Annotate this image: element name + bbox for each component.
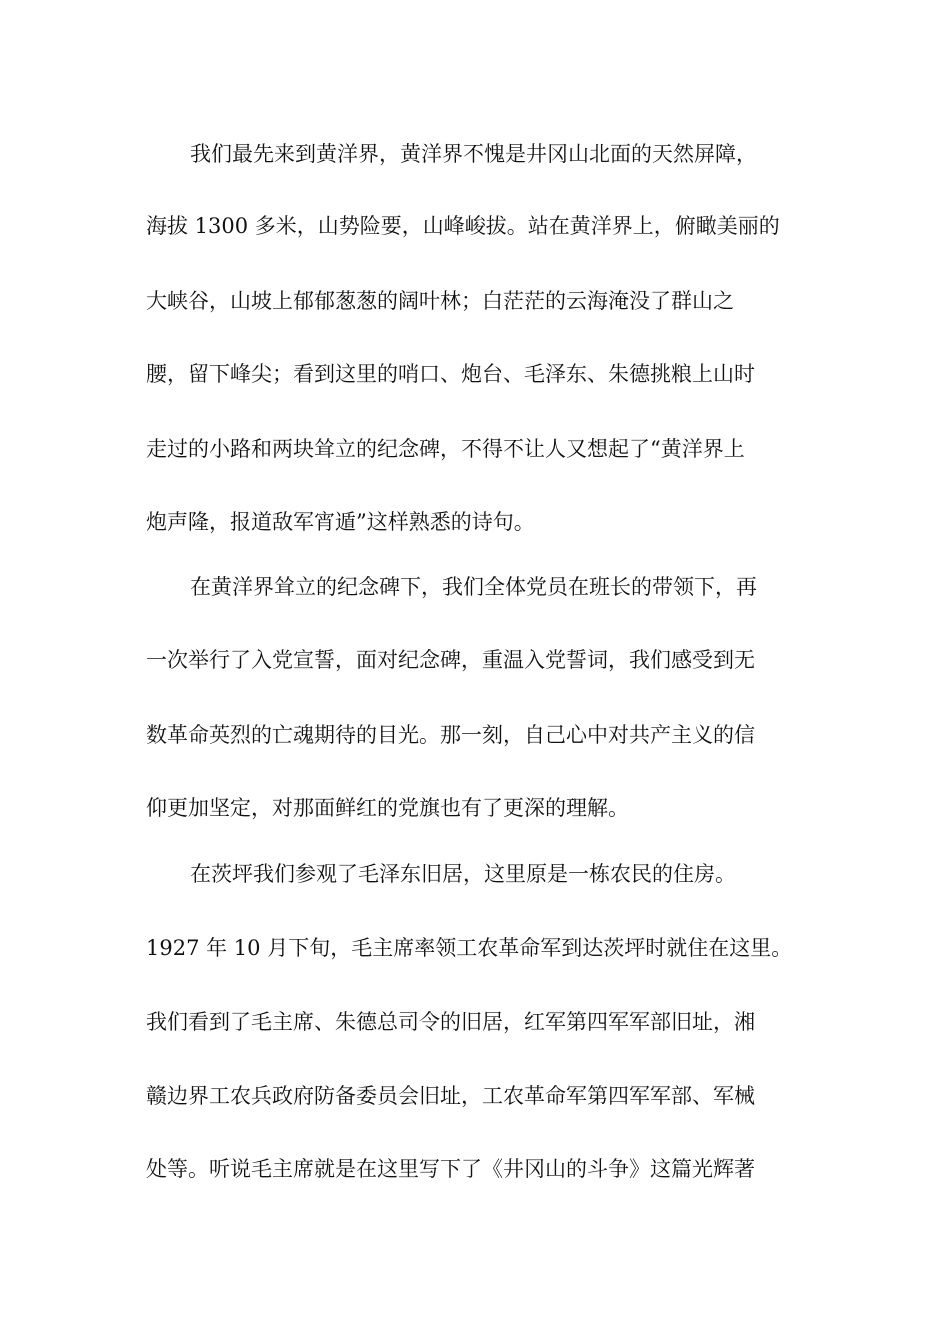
- paragraph-2-line-1: 在黄洋界耸立的纪念碑下，我们全体党员在班长的带领下，再: [190, 575, 757, 599]
- paragraph-3-line-4: 赣边界工农兵政府防备委员会旧址，工农革命军第四军军部、军械: [146, 1084, 755, 1108]
- paragraph-2-line-4: 仰更加坚定，对那面鲜红的党旗也有了更深的理解。: [146, 796, 629, 820]
- paragraph-1-line-6: 炮声隆，报道敌军宵遁”这样熟悉的诗句。: [146, 510, 535, 534]
- paragraph-3-line-1: 在茨坪我们参观了毛泽东旧居，这里原是一栋农民的住房。: [190, 862, 736, 886]
- paragraph-1-line-5: 走过的小路和两块耸立的纪念碑，不得不让人又想起了“黄洋界上: [146, 437, 745, 461]
- paragraph-1-line-4: 腰，留下峰尖；看到这里的哨口、炮台、毛泽东、朱德挑粮上山时: [146, 362, 755, 386]
- paragraph-2-line-3: 数革命英烈的亡魂期待的目光。那一刻，自己心中对共产主义的信: [146, 723, 755, 747]
- paragraph-3-line-3: 我们看到了毛主席、朱德总司令的旧居，红军第四军军部旧址，湘: [146, 1010, 755, 1034]
- paragraph-3-line-2: 1927 年 10 月下旬，毛主席率领工农革命军到达茨坪时就住在这里。: [146, 936, 793, 960]
- paragraph-1-line-1: 我们最先来到黄洋界，黄洋界不愧是井冈山北面的天然屏障，: [190, 142, 757, 166]
- paragraph-1-line-3: 大峡谷，山坡上郁郁葱葱的阔叶林；白茫茫的云海淹没了群山之: [146, 289, 734, 313]
- paragraph-1-line-2: 海拔 1300 多米，山势险要，山峰峻拔。站在黄洋界上，俯瞰美丽的: [146, 214, 780, 238]
- paragraph-2-line-2: 一次举行了入党宣誓，面对纪念碑，重温入党誓词，我们感受到无: [146, 648, 755, 672]
- paragraph-3-line-5: 处等。听说毛主席就是在这里写下了《井冈山的斗争》这篇光辉著: [146, 1157, 755, 1181]
